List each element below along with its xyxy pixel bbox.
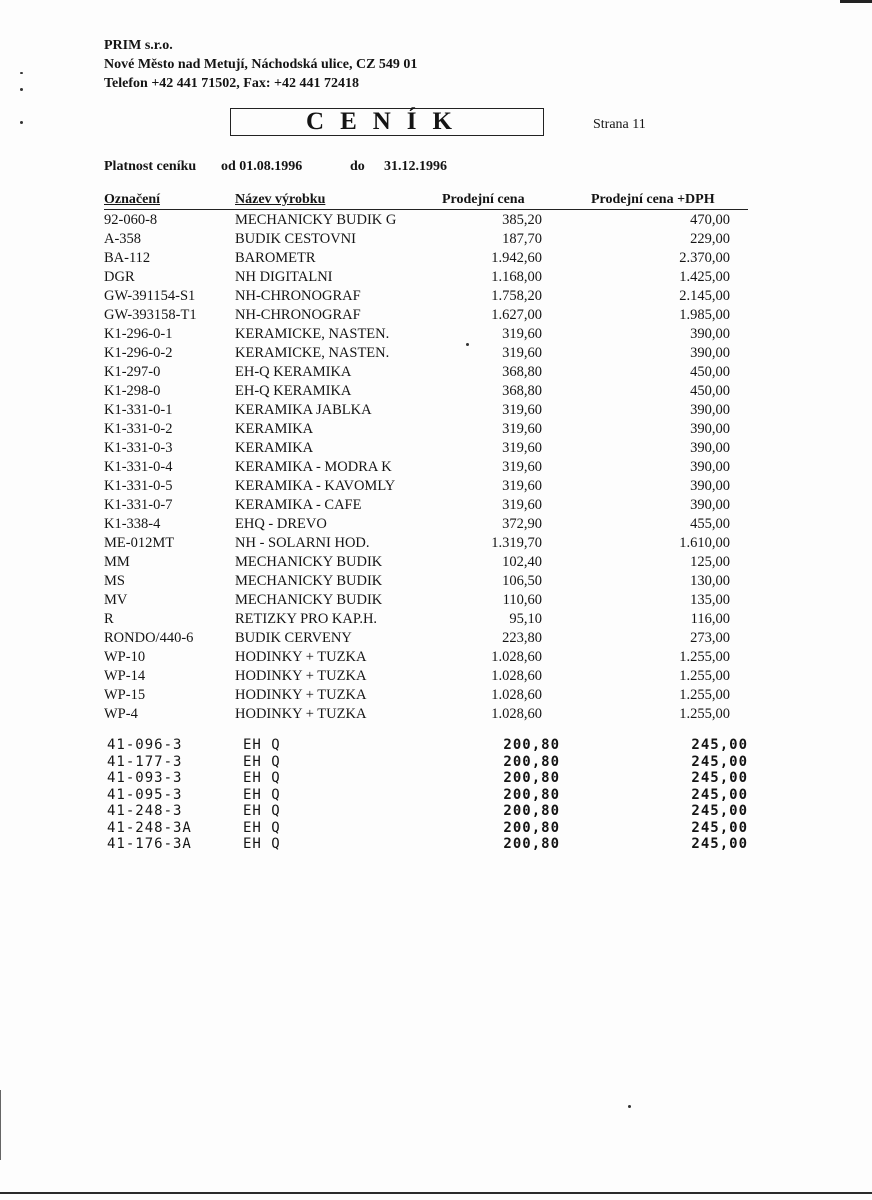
product-name: KERAMIKA - KAVOMLY	[235, 478, 396, 494]
table-row	[0, 325, 872, 344]
product-price: 200,80	[503, 803, 560, 819]
product-name: BAROMETR	[235, 250, 316, 266]
product-name: KERAMIKA - MODRA K	[235, 459, 392, 475]
product-name: EH Q	[243, 786, 281, 803]
product-name: HODINKY + TUZKA	[235, 649, 367, 665]
table-row	[0, 458, 872, 477]
product-price: 200,80	[503, 737, 560, 753]
product-code: 41-248-3A	[107, 819, 192, 836]
table-row	[0, 572, 872, 591]
table-row	[0, 249, 872, 268]
product-code: WP-14	[104, 668, 146, 684]
table-row	[0, 629, 872, 648]
table-row	[0, 667, 872, 686]
product-price-vat: 390,00	[690, 402, 730, 418]
product-code: 41-248-3	[107, 803, 183, 819]
validity-label: Platnost ceníku	[104, 159, 197, 174]
product-code: K1-331-0-1	[104, 402, 173, 418]
scan-speck	[20, 72, 23, 74]
table-row	[0, 515, 872, 534]
product-price-vat: 135,00	[690, 592, 730, 608]
price-table-appendix	[0, 737, 872, 853]
price-table	[0, 211, 872, 724]
product-price-vat: 390,00	[690, 459, 730, 475]
table-row	[0, 287, 872, 306]
product-price: 319,60	[502, 459, 542, 475]
product-name: NH - SOLARNI HOD.	[235, 535, 370, 551]
product-price-vat: 245,00	[691, 786, 748, 803]
product-price: 319,60	[502, 478, 542, 494]
product-price: 1.028,60	[491, 649, 542, 665]
scan-edge-mark	[840, 0, 872, 3]
product-name: BUDIK CERVENY	[235, 630, 352, 646]
scan-speck	[20, 121, 23, 124]
product-price: 1.758,20	[491, 288, 542, 304]
product-code: WP-15	[104, 687, 146, 703]
product-code: A-358	[104, 231, 142, 247]
product-name: HODINKY + TUZKA	[235, 668, 367, 684]
table-row	[0, 306, 872, 325]
product-price: 319,60	[502, 326, 542, 342]
product-code: WP-4	[104, 706, 138, 722]
header-rule	[104, 209, 748, 210]
product-price-vat: 116,00	[690, 611, 730, 627]
scan-edge-line	[0, 1192, 872, 1194]
product-code: K1-298-0	[104, 383, 161, 399]
table-row	[0, 686, 872, 705]
validity-to: 31.12.1996	[384, 159, 447, 174]
product-price: 200,80	[503, 819, 560, 836]
product-price-vat: 1.255,00	[679, 687, 730, 703]
product-price-vat: 1.610,00	[679, 535, 730, 551]
product-price: 1.627,00	[491, 307, 542, 323]
product-price: 200,80	[503, 753, 560, 770]
product-price: 102,40	[502, 554, 542, 570]
product-code: BA-112	[104, 250, 151, 266]
product-price-vat: 245,00	[691, 819, 748, 836]
product-code: K1-331-0-4	[104, 459, 173, 475]
product-code: K1-331-0-7	[104, 497, 173, 513]
product-price: 385,20	[502, 212, 542, 228]
table-row	[0, 420, 872, 439]
table-row	[0, 344, 872, 363]
company-contact: Telefon +42 441 71502, Fax: +42 441 72418	[104, 76, 359, 91]
product-code: RONDO/440-6	[104, 630, 194, 646]
product-price-vat: 273,00	[690, 630, 730, 646]
table-row	[0, 401, 872, 420]
scan-speck	[20, 88, 23, 91]
product-price: 1.028,60	[491, 668, 542, 684]
product-price-vat: 245,00	[691, 770, 748, 786]
product-code: 41-177-3	[107, 753, 183, 770]
product-price-vat: 450,00	[690, 364, 730, 380]
product-code: 92-060-8	[104, 212, 158, 228]
product-code: GW-393158-T1	[104, 307, 197, 323]
product-price: 368,80	[502, 364, 542, 380]
validity-from: od 01.08.1996	[221, 159, 303, 174]
product-code: WP-10	[104, 649, 146, 665]
product-price: 319,60	[502, 402, 542, 418]
product-price-vat: 2.370,00	[679, 250, 730, 266]
product-code: MS	[104, 573, 125, 589]
product-name: EH Q	[243, 819, 281, 836]
table-row	[0, 439, 872, 458]
column-header-price-vat: Prodejní cena +DPH	[591, 192, 715, 207]
table-row	[0, 803, 872, 820]
product-code: K1-297-0	[104, 364, 161, 380]
product-price-vat: 1.255,00	[679, 668, 730, 684]
table-row	[0, 836, 872, 853]
product-price-vat: 455,00	[690, 516, 730, 532]
product-code: MM	[104, 554, 130, 570]
product-price-vat: 390,00	[690, 421, 730, 437]
product-code: K1-296-0-2	[104, 345, 173, 361]
product-price-vat: 229,00	[690, 231, 730, 247]
product-price: 223,80	[502, 630, 542, 646]
company-name: PRIM s.r.o.	[104, 38, 173, 53]
product-name: EH Q	[243, 753, 281, 770]
product-price: 200,80	[503, 836, 560, 852]
product-code: K1-331-0-3	[104, 440, 173, 456]
product-name: EH-Q KERAMIKA	[235, 364, 352, 380]
product-code: K1-296-0-1	[104, 326, 173, 342]
product-name: NH-CHRONOGRAF	[235, 307, 361, 323]
product-name: NH DIGITALNI	[235, 269, 333, 285]
product-price: 319,60	[502, 440, 542, 456]
company-header	[104, 36, 417, 93]
product-price-vat: 1.255,00	[679, 649, 730, 665]
product-price-vat: 470,00	[690, 212, 730, 228]
product-name: HODINKY + TUZKA	[235, 706, 367, 722]
product-price-vat: 1.985,00	[679, 307, 730, 323]
product-price: 368,80	[502, 383, 542, 399]
product-price-vat: 125,00	[690, 554, 730, 570]
product-price: 319,60	[502, 497, 542, 513]
column-header-name: Název výrobku	[235, 192, 326, 207]
product-name: MECHANICKY BUDIK G	[235, 212, 397, 228]
product-price-vat: 390,00	[690, 478, 730, 494]
product-price: 372,90	[502, 516, 542, 532]
table-row	[0, 737, 872, 754]
product-name: KERAMICKE, NASTEN.	[235, 345, 390, 361]
product-code: K1-338-4	[104, 516, 161, 532]
table-row	[0, 553, 872, 572]
table-row	[0, 770, 872, 787]
product-price: 106,50	[502, 573, 542, 589]
company-address: Nové Město nad Metují, Náchodská ulice, CZ 549 01	[104, 57, 418, 72]
product-name: KERAMIKA - CAFE	[235, 497, 362, 513]
product-code: 41-096-3	[107, 737, 183, 753]
product-name: EH Q	[243, 836, 281, 852]
table-row	[0, 534, 872, 553]
product-name: BUDIK CESTOVNI	[235, 231, 356, 247]
product-name: EH Q	[243, 737, 281, 753]
table-row	[0, 477, 872, 496]
table-row	[0, 705, 872, 724]
product-price: 110,60	[502, 592, 542, 608]
product-price-vat: 390,00	[690, 497, 730, 513]
product-name: KERAMIKA JABLKA	[235, 402, 372, 418]
product-name: EH Q	[243, 803, 281, 819]
table-row	[0, 363, 872, 382]
product-name: RETIZKY PRO KAP.H.	[235, 611, 378, 627]
product-price: 200,80	[503, 770, 560, 786]
product-price-vat: 390,00	[690, 345, 730, 361]
product-price: 187,70	[502, 231, 542, 247]
product-code: GW-391154-S1	[104, 288, 196, 304]
column-header-code: Označení	[104, 192, 160, 207]
product-price-vat: 2.145,00	[679, 288, 730, 304]
product-name: EH Q	[243, 770, 281, 786]
product-price: 319,60	[502, 345, 542, 361]
product-code: 41-093-3	[107, 770, 183, 786]
product-code: K1-331-0-2	[104, 421, 173, 437]
product-price-vat: 245,00	[691, 753, 748, 770]
table-row	[0, 754, 872, 771]
product-price: 200,80	[503, 786, 560, 803]
product-code: 41-095-3	[107, 786, 183, 803]
product-price-vat: 1.255,00	[679, 706, 730, 722]
product-name: HODINKY + TUZKA	[235, 687, 367, 703]
product-price: 1.168,00	[491, 269, 542, 285]
product-code: DGR	[104, 269, 135, 285]
product-price: 1.319,70	[491, 535, 542, 551]
product-name: EH-Q KERAMIKA	[235, 383, 352, 399]
scan-edge-mark	[0, 1090, 1, 1160]
column-header-price: Prodejní cena	[442, 192, 525, 207]
product-price: 319,60	[502, 421, 542, 437]
product-price-vat: 390,00	[690, 440, 730, 456]
table-row	[0, 648, 872, 667]
product-price-vat: 1.425,00	[679, 269, 730, 285]
product-price-vat: 245,00	[691, 803, 748, 819]
page-number: Strana 11	[593, 117, 646, 132]
table-row	[0, 382, 872, 401]
product-price: 1.028,60	[491, 706, 542, 722]
table-row	[0, 496, 872, 515]
document-title: CENÍK	[230, 108, 544, 136]
scan-speck	[628, 1105, 631, 1108]
product-code: K1-331-0-5	[104, 478, 173, 494]
product-price: 1.028,60	[491, 687, 542, 703]
table-row	[0, 268, 872, 287]
product-name: NH-CHRONOGRAF	[235, 288, 361, 304]
product-name: EHQ - DREVO	[235, 516, 327, 532]
product-code: 41-176-3A	[107, 836, 192, 852]
table-row	[0, 610, 872, 629]
table-row	[0, 211, 872, 230]
product-price-vat: 130,00	[690, 573, 730, 589]
product-name: KERAMIKA	[235, 440, 314, 456]
table-row	[0, 230, 872, 249]
product-price: 1.942,60	[491, 250, 542, 266]
product-code: ME-012MT	[104, 535, 175, 551]
product-price-vat: 245,00	[691, 836, 748, 852]
product-name: MECHANICKY BUDIK	[235, 554, 383, 570]
product-name: KERAMIKA	[235, 421, 314, 437]
table-row	[0, 591, 872, 610]
product-price-vat: 390,00	[690, 326, 730, 342]
product-code: R	[104, 611, 114, 627]
table-row	[0, 820, 872, 837]
product-name: KERAMICKE, NASTEN.	[235, 326, 390, 342]
validity-to-label: do	[350, 159, 365, 174]
product-name: MECHANICKY BUDIK	[235, 573, 383, 589]
product-name: MECHANICKY BUDIK	[235, 592, 383, 608]
product-price-vat: 450,00	[690, 383, 730, 399]
table-row	[0, 787, 872, 804]
product-price-vat: 245,00	[691, 737, 748, 753]
product-price: 95,10	[509, 611, 542, 627]
product-code: MV	[104, 592, 128, 608]
